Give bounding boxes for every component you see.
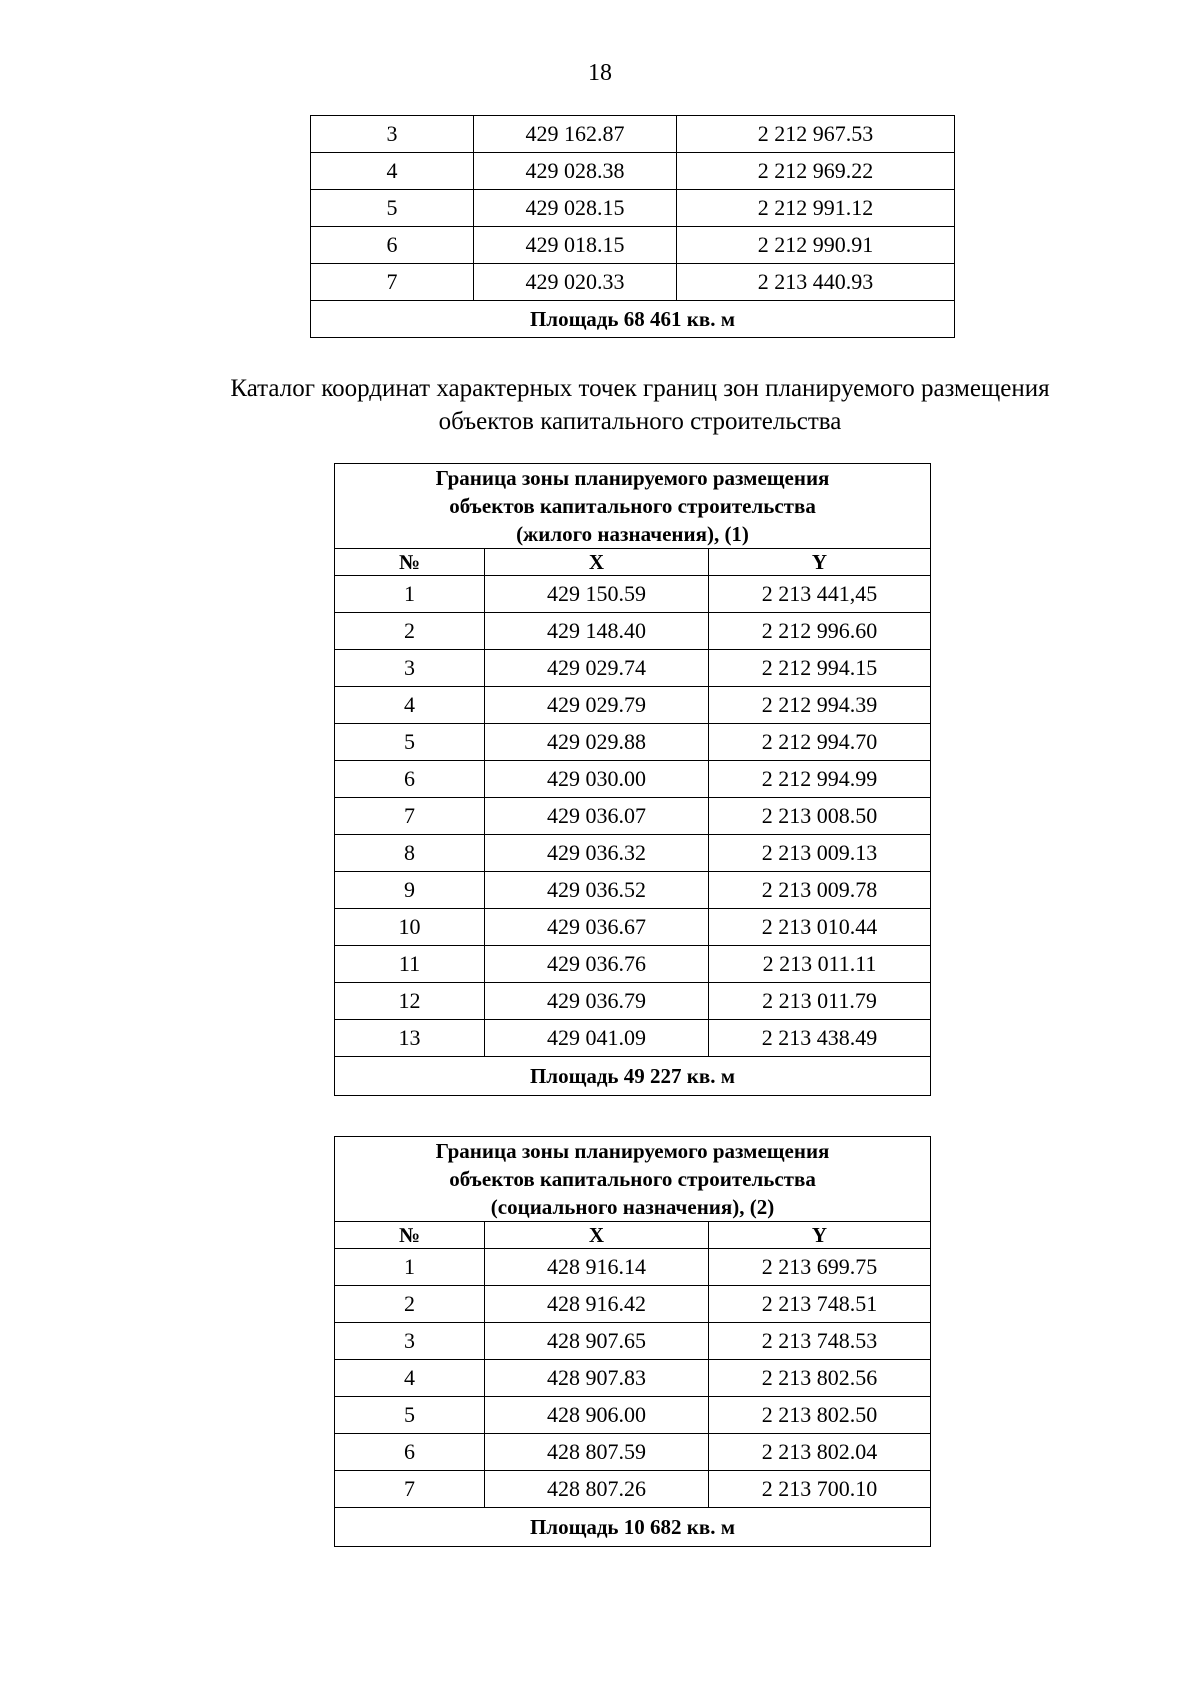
coord-x: 429 029.74	[485, 650, 709, 687]
table-row	[335, 1434, 931, 1471]
table-row	[311, 264, 955, 301]
column-header-x: X	[485, 1222, 709, 1249]
coord-y: 2 213 440.93	[677, 264, 955, 301]
coord-x: 429 162.87	[474, 116, 677, 153]
table-row	[335, 576, 931, 613]
zone-residential-table	[334, 463, 931, 1096]
coord-y: 2 213 748.53	[709, 1323, 931, 1360]
page-number: 18	[588, 60, 612, 86]
table-row	[335, 761, 931, 798]
area-total: Площадь 68 461 кв. м	[311, 301, 955, 338]
table-row	[335, 1249, 931, 1286]
coord-y: 2 212 969.22	[677, 153, 955, 190]
point-number: 5	[335, 724, 485, 761]
coordinates-table-continued	[310, 115, 955, 338]
column-header-row	[335, 1222, 931, 1249]
coord-y: 2 212 967.53	[677, 116, 955, 153]
coord-y: 2 212 994.15	[709, 650, 931, 687]
table-row	[335, 687, 931, 724]
column-header-y: Y	[709, 1222, 931, 1249]
coord-y: 2 213 011.79	[709, 983, 931, 1020]
table-row	[311, 190, 955, 227]
coord-x: 428 916.42	[485, 1286, 709, 1323]
zone-title-row	[335, 464, 931, 549]
coord-x: 429 028.15	[474, 190, 677, 227]
table-row	[335, 1471, 931, 1508]
point-number: 11	[335, 946, 485, 983]
column-header-number: №	[335, 549, 485, 576]
coord-x: 429 036.32	[485, 835, 709, 872]
catalog-title-line: Каталог координат характерных точек границ зон планируемого размещения	[230, 375, 1050, 402]
table-row	[335, 946, 931, 983]
point-number: 4	[335, 1360, 485, 1397]
column-header-x: X	[485, 549, 709, 576]
table-body	[335, 576, 931, 1096]
coord-x: 429 020.33	[474, 264, 677, 301]
coord-y: 2 213 441,45	[709, 576, 931, 613]
point-number: 9	[335, 872, 485, 909]
table-row	[335, 1360, 931, 1397]
point-number: 2	[335, 1286, 485, 1323]
zone-title-line: объектов капитального строительства	[449, 1167, 816, 1191]
coord-y: 2 213 802.56	[709, 1360, 931, 1397]
coord-y: 2 213 008.50	[709, 798, 931, 835]
point-number: 10	[335, 909, 485, 946]
zone-title-line: Граница зоны планируемого размещения	[435, 1139, 830, 1163]
zone-title	[335, 1137, 931, 1222]
point-number: 6	[311, 227, 474, 264]
point-number: 2	[335, 613, 485, 650]
coord-x: 429 028.38	[474, 153, 677, 190]
table-row	[335, 835, 931, 872]
coord-x: 429 029.88	[485, 724, 709, 761]
table-body	[335, 1249, 931, 1547]
column-header-number: №	[335, 1222, 485, 1249]
area-total-row	[335, 1508, 931, 1547]
table-row	[335, 724, 931, 761]
coord-x: 429 041.09	[485, 1020, 709, 1057]
coord-y: 2 213 700.10	[709, 1471, 931, 1508]
point-number: 5	[335, 1397, 485, 1434]
coord-y: 2 212 994.70	[709, 724, 931, 761]
coord-y: 2 212 991.12	[677, 190, 955, 227]
coord-y: 2 213 009.78	[709, 872, 931, 909]
coord-y: 2 213 438.49	[709, 1020, 931, 1057]
coord-y: 2 213 699.75	[709, 1249, 931, 1286]
zone-title-line: объектов капитального строительства	[449, 494, 816, 518]
coord-x: 428 906.00	[485, 1397, 709, 1434]
point-number: 8	[335, 835, 485, 872]
point-number: 6	[335, 1434, 485, 1471]
table-header	[335, 464, 931, 576]
coord-x: 428 907.65	[485, 1323, 709, 1360]
column-header-row	[335, 549, 931, 576]
catalog-title-line: объектов капитального строительства	[438, 408, 842, 435]
coord-x: 429 030.00	[485, 761, 709, 798]
coord-y: 2 213 010.44	[709, 909, 931, 946]
coord-x: 429 036.76	[485, 946, 709, 983]
coord-y: 2 213 009.13	[709, 835, 931, 872]
table-row	[335, 1020, 931, 1057]
area-total-row	[335, 1057, 931, 1096]
point-number: 4	[311, 153, 474, 190]
point-number: 6	[335, 761, 485, 798]
table-row	[335, 1397, 931, 1434]
point-number: 3	[335, 1323, 485, 1360]
table-row	[335, 613, 931, 650]
point-number: 1	[335, 576, 485, 613]
point-number: 13	[335, 1020, 485, 1057]
catalog-title	[160, 372, 1120, 438]
zone-title-row	[335, 1137, 931, 1222]
coord-x: 429 018.15	[474, 227, 677, 264]
table-row	[335, 983, 931, 1020]
coord-x: 429 036.07	[485, 798, 709, 835]
point-number: 7	[335, 1471, 485, 1508]
coord-y: 2 213 011.11	[709, 946, 931, 983]
coord-x: 428 916.14	[485, 1249, 709, 1286]
point-number: 12	[335, 983, 485, 1020]
coord-x: 429 036.52	[485, 872, 709, 909]
coord-y: 2 212 990.91	[677, 227, 955, 264]
coord-y: 2 213 802.50	[709, 1397, 931, 1434]
coord-x: 428 807.59	[485, 1434, 709, 1471]
coord-x: 429 150.59	[485, 576, 709, 613]
coord-x: 429 148.40	[485, 613, 709, 650]
zone-title-line: (социального назначения), (2)	[490, 1195, 775, 1219]
coord-x: 429 029.79	[485, 687, 709, 724]
point-number: 1	[335, 1249, 485, 1286]
table-row	[335, 798, 931, 835]
table-row	[311, 153, 955, 190]
coord-x: 428 907.83	[485, 1360, 709, 1397]
table-body	[311, 116, 955, 338]
point-number: 4	[335, 687, 485, 724]
area-total: Площадь 10 682 кв. м	[335, 1508, 931, 1547]
table-row	[311, 116, 955, 153]
table-row	[335, 909, 931, 946]
point-number: 3	[335, 650, 485, 687]
zone-title-line: Граница зоны планируемого размещения	[435, 466, 830, 490]
zone-title-line: (жилого назначения), (1)	[516, 522, 749, 546]
coord-y: 2 212 994.99	[709, 761, 931, 798]
area-total: Площадь 49 227 кв. м	[335, 1057, 931, 1096]
zone-title	[335, 464, 931, 549]
area-total-row	[311, 301, 955, 338]
coord-x: 429 036.67	[485, 909, 709, 946]
coord-y: 2 212 994.39	[709, 687, 931, 724]
table-row	[335, 872, 931, 909]
table-header	[335, 1137, 931, 1249]
coord-y: 2 213 802.04	[709, 1434, 931, 1471]
table-row	[335, 1286, 931, 1323]
point-number: 5	[311, 190, 474, 227]
point-number: 3	[311, 116, 474, 153]
coord-x: 429 036.79	[485, 983, 709, 1020]
zone-social-table	[334, 1136, 931, 1547]
point-number: 7	[311, 264, 474, 301]
table-row	[311, 227, 955, 264]
coord-x: 428 807.26	[485, 1471, 709, 1508]
column-header-y: Y	[709, 549, 931, 576]
point-number: 7	[335, 798, 485, 835]
coord-y: 2 213 748.51	[709, 1286, 931, 1323]
coord-y: 2 212 996.60	[709, 613, 931, 650]
table-row	[335, 650, 931, 687]
table-row	[335, 1323, 931, 1360]
